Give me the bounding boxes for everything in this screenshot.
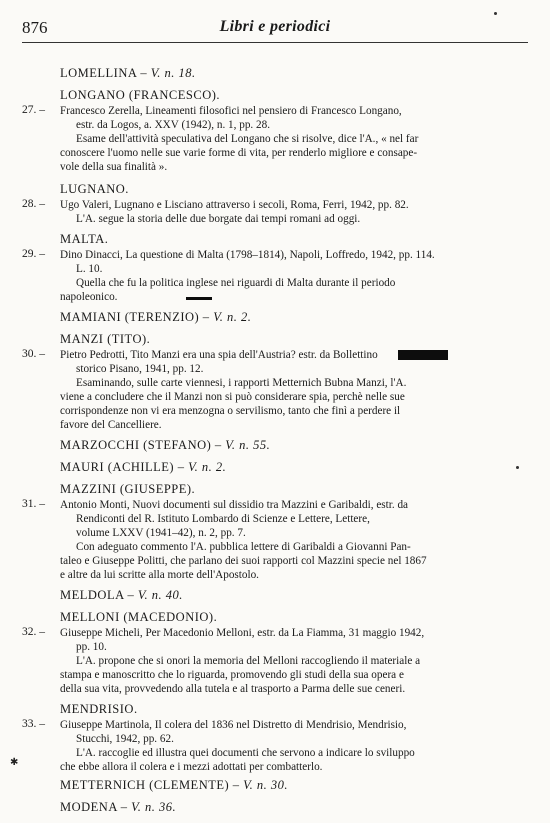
ink-mark <box>186 297 212 300</box>
entry-abstract: viene a concludere che il Manzi non si può considerare spia, perchè nelle sue <box>60 391 405 403</box>
entry-citation: Ugo Valeri, Lugnano e Lisciano attraverso i secoli, Roma, Ferri, 1942, pp. 82. <box>60 199 409 211</box>
entry-citation: Giuseppe Martinola, Il colera del 1836 nel Distretto di Mendrisio, Mendrisio, <box>60 719 407 731</box>
entry-abstract: L'A. segue la storia delle due borgate dai tempi romani ad oggi. <box>76 213 361 225</box>
entry-citation-cont: storico Pisano, 1941, pp. 12. <box>76 363 204 375</box>
speck-mark <box>494 12 497 15</box>
cross-ref-mamiani: MAMIANI (TERENZIO) – V. n. 2. <box>60 310 252 324</box>
cross-ref-marzocchi: MARZOCCHI (STEFANO) – V. n. 55. <box>60 438 271 452</box>
entry-citation: Giuseppe Micheli, Per Macedonio Melloni, estr. da La Fiamma, 31 maggio 1942, <box>60 627 425 639</box>
entry-citation-cont: L. 10. <box>76 263 103 275</box>
cross-ref-metternich: METTERNICH (CLEMENTE) – V. n. 30. <box>60 778 289 792</box>
entry-abstract: Esame dell'attività speculativa del Longano che si risolve, dice l'A., « nel far <box>76 133 419 145</box>
entry-abstract: Con adeguato commento l'A. pubblica lettere di Garibaldi a Giovanni Pan- <box>76 541 411 553</box>
redaction-block <box>398 350 448 360</box>
entry-citation: Francesco Zerella, Lineamenti filosofici nel pensiero di Francesco Longano, <box>60 105 402 117</box>
entry-citation-cont: Stucchi, 1942, pp. 62. <box>76 733 174 745</box>
entry-abstract: che ebbe allora il colera e i mezzi adottati per combatterlo. <box>60 761 323 773</box>
entry-number: 31. – <box>22 498 45 510</box>
entry-number: 33. – <box>22 718 45 730</box>
entry-abstract: corrispondenze non vi era menzogna o servilismo, tanto che finì a perdere il <box>60 405 401 417</box>
cross-ref-modena: MODENA – V. n. 36. <box>60 800 177 814</box>
cross-ref-mauri: MAURI (ACHILLE) – V. n. 2. <box>60 460 227 474</box>
entry-citation-cont: estr. da Logos, a. XXV (1942), n. 1, pp. 28. <box>76 119 270 131</box>
cross-ref-meldola: MELDOLA – V. n. 40. <box>60 588 183 602</box>
entry-abstract: taleo e Giuseppe Politti, che parlano dei suoi rapporti col Mazzini specie nel 1867 <box>60 555 427 567</box>
margin-mark: ✱ <box>10 757 19 768</box>
entry-abstract: stampa e manoscritto che lo riguarda, promovendo gli studi della sua opera e <box>60 669 404 681</box>
entry-citation-cont: Rendiconti del R. Istituto Lombardo di Scienze e Lettere, Lettere, <box>76 513 370 525</box>
page-number: 876 <box>22 18 48 37</box>
heading-lugnano: LUGNANO. <box>60 182 129 196</box>
entry-number: 28. – <box>22 198 45 210</box>
entry-abstract: napoleonico. <box>60 291 118 303</box>
entry-abstract: L'A. raccoglie ed illustra quei documenti che servono a indicare lo sviluppo <box>76 747 415 759</box>
entry-abstract: della sua vita, provvedendo alla tutela e al trasporto a Parma delle sue ceneri. <box>60 683 406 695</box>
entry-citation: Antonio Monti, Nuovi documenti sul dissidio tra Mazzini e Garibaldi, estr. da <box>60 499 409 511</box>
heading-manzi: MANZI (TITO). <box>60 332 151 346</box>
entry-citation: Dino Dinacci, La questione di Malta (1798–1814), Napoli, Loffredo, 1942, pp. 114. <box>60 249 435 261</box>
heading-mazzini: MAZZINI (GIUSEPPE). <box>60 482 196 496</box>
entry-abstract: L'A. propone che si onori la memoria del Melloni raccogliendo il materiale a <box>76 655 421 667</box>
entry-abstract: Quella che fu la politica inglese nei riguardi di Malta durante il periodo <box>76 277 396 289</box>
entry-number: 32. – <box>22 626 45 638</box>
entry-number: 29. – <box>22 248 45 260</box>
running-title: Libri e periodici <box>219 18 331 35</box>
heading-malta: MALTA. <box>60 232 109 246</box>
entry-number: 30. – <box>22 348 45 360</box>
entry-citation-cont: pp. 10. <box>76 641 107 653</box>
entry-abstract: favore del Cancelliere. <box>60 419 162 431</box>
entry-abstract: e altre da lui scritte alla morte dell'Apostolo. <box>60 569 259 581</box>
heading-mendrisio: MENDRISIO. <box>60 702 138 716</box>
entry-abstract: conoscere l'uomo nelle sue varie forme di vita, per renderlo migliore e consape- <box>60 147 418 159</box>
cross-ref-lomellina: LOMELLINA – V. n. 18. <box>60 66 196 80</box>
entry-citation: Pietro Pedrotti, Tito Manzi era una spia dell'Austria? estr. da Bollettino <box>60 349 378 361</box>
heading-longano: LONGANO (FRANCESCO). <box>60 88 221 102</box>
heading-melloni: MELLONI (MACEDONIO). <box>60 610 218 624</box>
entry-citation-cont: volume LXXV (1941–42), n. 2, pp. 7. <box>76 527 246 539</box>
entry-number: 27. – <box>22 104 45 116</box>
speck-mark <box>516 466 519 469</box>
entry-abstract: vole della sua finalità ». <box>60 161 168 173</box>
page-header <box>22 18 528 43</box>
entry-abstract: Esaminando, sulle carte viennesi, i rapporti Metternich Bubna Manzi, l'A. <box>76 377 407 389</box>
